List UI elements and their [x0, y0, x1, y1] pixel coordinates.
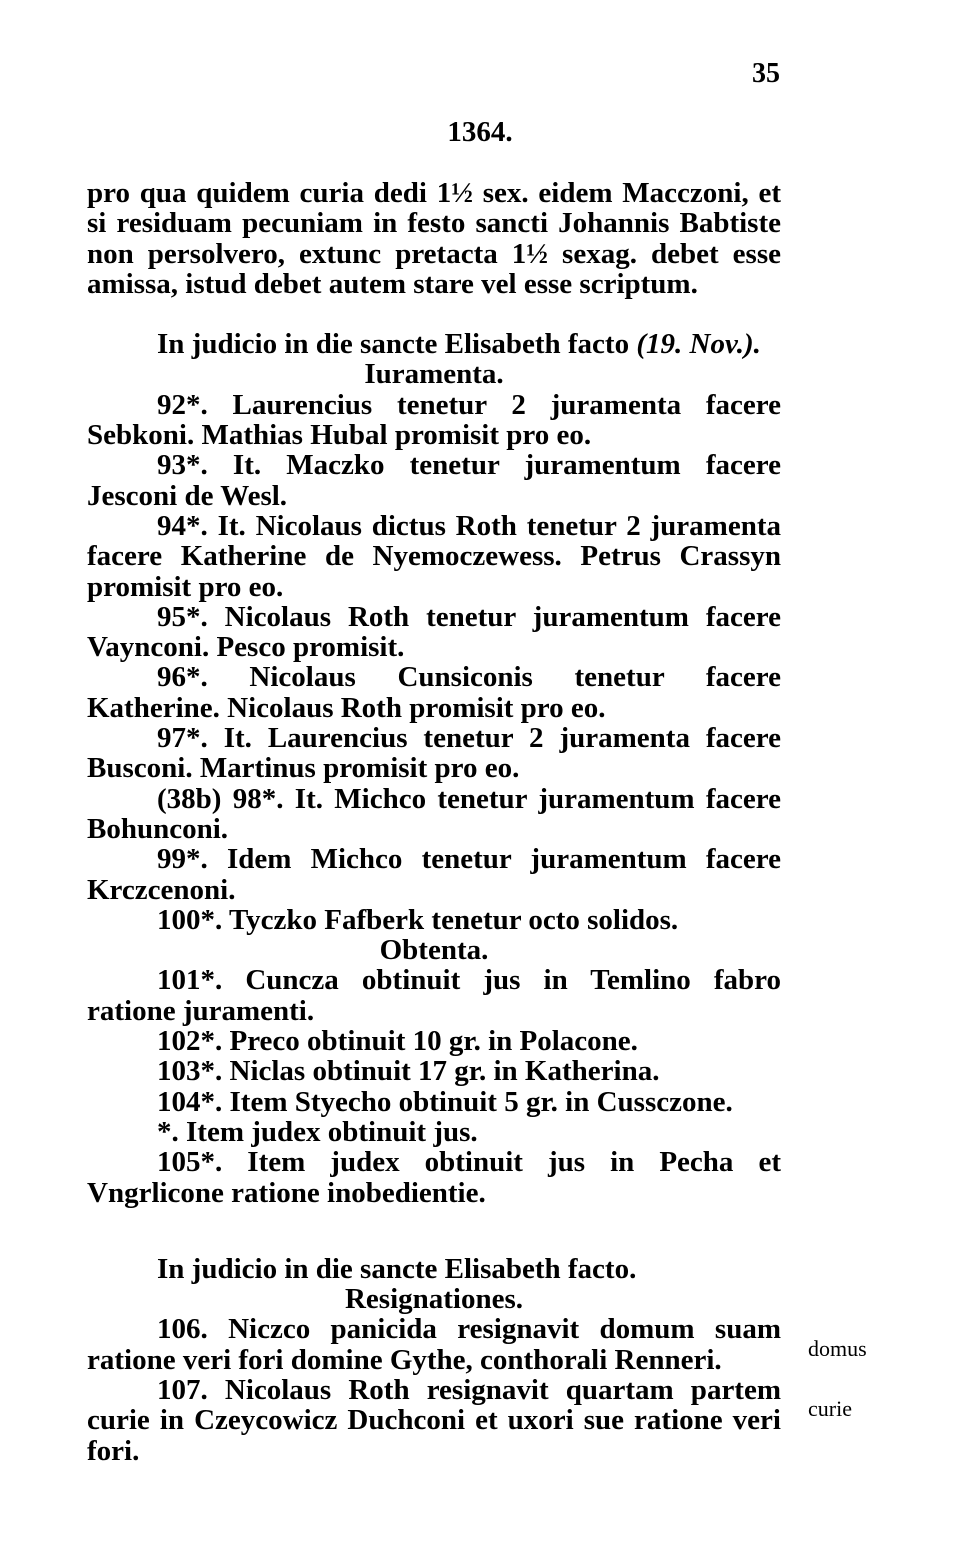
entry-93: 93*. It. Maczko tenetur juramentum facere Jesconi de Wesl. [87, 449, 781, 512]
entry-104: 104*. Item Styecho obtinuit 5 gr. in Cussczone. [157, 1085, 733, 1118]
session1-heading [87, 329, 781, 359]
running-head-year: 1364. [447, 116, 513, 148]
subheading-resignationes: Resignationes. [344, 1283, 524, 1316]
entry-105: 105*. Item judex obtinuit jus in Pecha et Vngrlicone ratione inobedientie. [87, 1146, 781, 1209]
entry-96: 96*. Nicolaus Cunsiconis tenetur facere Katherine. Nicolaus Roth promisit pro eo. [87, 661, 781, 724]
main-text [87, 178, 781, 1466]
opening-paragraph: pro qua quidem curia dedi 1½ sex. eidem Macczoni, et si residuam pecuniam in festo sancti Johannis Babtiste non persolvero, extunc pretacta 1½ sexag. debet esse amissa, istud debet autem stare vel esse scriptum. [87, 177, 781, 300]
entry-95: 95*. Nicolaus Roth tenetur juramentum facere Vaynconi. Pesco promisit. [87, 600, 781, 664]
entry-107: 107. Nicolaus Roth resignavit quartam partem curie in Czeycowicz Duchconi et uxori sue ratione veri fori. [87, 1373, 781, 1467]
spacer [87, 299, 781, 329]
subheading-iuramenta: Iuramenta. [364, 358, 504, 391]
entry-97: 97*. It. Laurencius tenetur 2 juramenta facere Busconi. Martinus promisit pro eo. [87, 722, 781, 785]
page-number: 35 [752, 58, 780, 89]
entry-99: 99*. Idem Michco tenetur juramentum facere Krczcenoni. [87, 843, 781, 906]
entry-92: 92*. Laurencius tenetur 2 juramenta facere Sebkoni. Mathias Hubal promisit pro eo. [87, 388, 781, 452]
session2-heading: In judicio in die sancte Elisabeth facto. [157, 1252, 637, 1285]
session1-heading-date: (19. Nov.). [636, 328, 761, 361]
margin-note-curie: curie [808, 1396, 852, 1421]
entry-98: (38b) 98*. It. Michco tenetur juramentum facere Bohunconi. [87, 782, 781, 845]
subheading-obtenta: Obtenta. [379, 934, 489, 967]
entry-103: 103*. Niclas obtinuit 17 gr. in Katherina. [157, 1055, 660, 1088]
spacer [87, 1208, 781, 1254]
entry-101: 101*. Cuncza obtinuit jus in Temlino fabro ratione juramenti. [87, 964, 781, 1027]
entry-star: *. Item judex obtinuit jus. [157, 1115, 478, 1148]
margin-note-domus: domus [808, 1336, 867, 1361]
session1-heading-text: In judicio in die sancte Elisabeth facto [157, 328, 630, 361]
entry-100: 100*. Tyczko Fafberk tenetur octo solidos. [157, 903, 679, 936]
entry-102: 102*. Preco obtinuit 10 gr. in Polacone. [157, 1025, 638, 1058]
entry-106: 106. Niczco panicida resignavit domum suam ratione veri fori domine Gythe, conthorali Renneri. [87, 1313, 781, 1376]
entry-94: 94*. It. Nicolaus dictus Roth tenetur 2 juramenta facere Katherine de Nyemoczewess. Petrus Crassyn promisit pro eo. [87, 509, 781, 603]
